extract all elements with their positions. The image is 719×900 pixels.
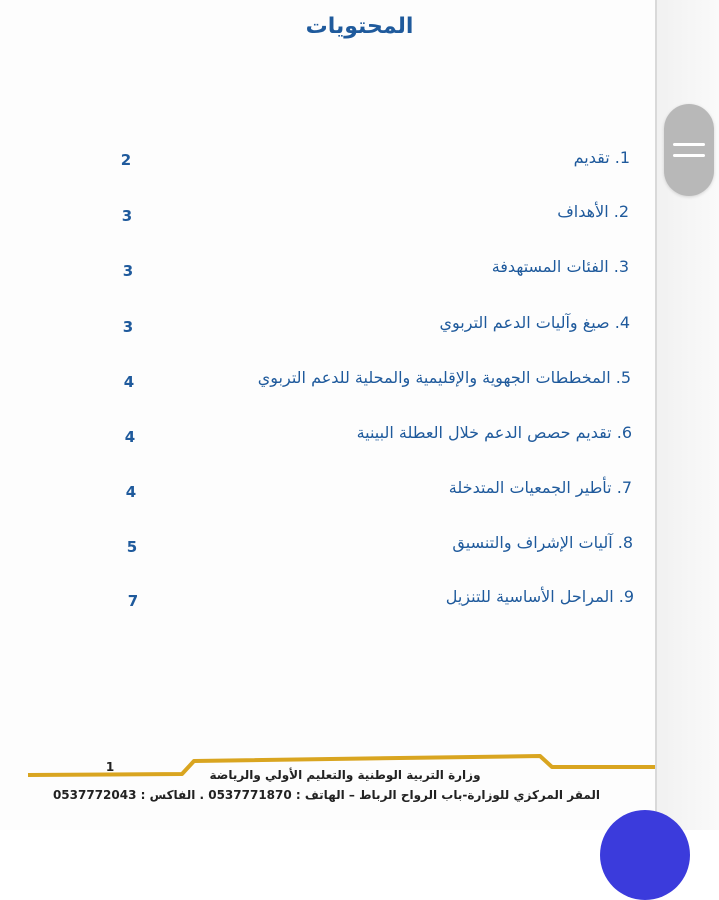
toc-entry-label: 6. تقديم حصص الدعم خلال العطلة البينية [356,423,632,442]
toc-entry[interactable] [0,366,650,396]
toc-entry-page: 4 [125,483,137,501]
toc-entry-page: 5 [126,538,138,556]
toc-title: المحتويات [305,14,414,39]
toc-entry-page: 3 [121,207,133,225]
toc-entry[interactable] [0,255,650,285]
toc-entry[interactable] [0,531,650,561]
toc-entry-page: 4 [124,428,136,446]
drag-handle-icon [673,154,705,157]
toc-entry-label: 8. آليات الإشراف والتنسيق [452,533,633,552]
toc-entry-page: 3 [122,318,134,336]
toc-entry-label: 5. المخططات الجهوية والإقليمية والمحلية للدعم التربوي [257,368,631,387]
footer-ministry: وزارة التربية الوطنية والتعليم الأولي والرياضة [209,768,481,782]
scroll-handle[interactable] [664,104,714,196]
toc-entry[interactable] [0,421,650,451]
toc-entry-page: 3 [122,262,134,280]
toc-entry-label: 9. المراحل الأساسية للتنزيل [445,587,634,606]
toc-entry-label: 4. صيغ وآليات الدعم التربوي [439,313,630,332]
toc-entry-label: 3. الفئات المستهدفة [491,257,629,276]
toc-entry-page: 4 [123,373,135,391]
toc-entry[interactable] [0,311,650,341]
toc-entry-page: 2 [120,151,132,169]
floating-action-button[interactable] [600,810,690,900]
toc-entry-page: 7 [127,592,139,610]
footer-page-number: 1 [105,760,115,774]
toc-entry[interactable] [0,476,650,506]
toc-entry-label: 1. تقديم [573,148,630,167]
toc-entry[interactable] [0,200,650,230]
footer-address: المقر المركزي للوزارة-باب الرواح الرباط – الهاتف : 0537771870 . الفاكس : 0537772043 [52,788,600,802]
toc-entry-label: 7. تأطير الجمعيات المتدخلة [448,478,632,497]
toc-entry-label: 2. الأهداف [557,202,629,221]
toc-entry[interactable] [0,146,650,176]
drag-handle-icon [673,143,705,146]
toc-entry[interactable] [0,585,650,615]
